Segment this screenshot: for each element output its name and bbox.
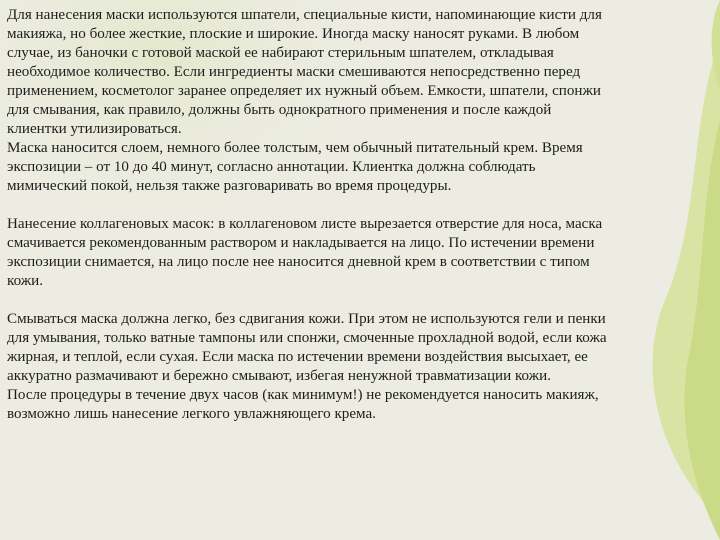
text-line: экспозиции – от 10 до 40 минут, согласно аннотации. Клиентка должна соблюдать [7,159,536,175]
paragraph-spacer [7,291,720,310]
text-line: необходимое количество. Если ингредиенты маски смешиваются непосредственно перед [7,64,581,80]
paragraph-mask-application [7,6,720,196]
paragraph-spacer [7,196,720,215]
text-line: После процедуры в течение двух часов (как минимум!) не рекомендуется наносить макияж, [7,387,599,403]
text-line: для умывания, только ватные тампоны или спонжи, смоченные прохладной водой, если кожа [7,330,607,346]
text-line: Для нанесения маски используются шпатели, специальные кисти, напоминающие кисти для [7,7,602,23]
text-line: макияжа, но более жесткие, плоские и широкие. Иногда маску наносят руками. В любом [7,26,580,42]
document-body [7,6,720,540]
text-line: клиентки утилизироваться. [7,121,182,137]
text-line: Смываться маска должна легко, без сдвигания кожи. При этом не используются гели и пенки [7,311,606,327]
text-line: возможно лишь нанесение легкого увлажняющего крема. [7,406,376,422]
text-line: аккуратно размачивают и бережно смывают, избегая ненужной травматизации кожи. [7,368,551,384]
text-line: кожи. [7,273,44,289]
paragraph-mask-removal [7,310,720,424]
text-line: для смывания, как правило, должны быть однократного применения и после каждой [7,102,552,118]
text-line: применением, косметолог заранее определяет их нужный объем. Емкости, шпатели, спонжи [7,83,601,99]
text-line: смачивается рекомендованным раствором и накладывается на лицо. По истечении времени [7,235,595,251]
text-line: экспозиции снимается, на лицо после нее наносится дневной крем в соответствии с типом [7,254,590,270]
paragraph-collagen-masks [7,215,720,291]
text-line: Маска наносится слоем, немного более толстым, чем обычный питательный крем. Время [7,140,583,156]
text-line: случае, из баночки с готовой маской ее набирают стерильным шпателем, откладывая [7,45,554,61]
text-line: мимический покой, нельзя также разговаривать во время процедуры. [7,178,452,194]
text-line: жирная, и теплой, если сухая. Если маска по истечении времени воздействия высыхает, ее [7,349,588,365]
text-line: Нанесение коллагеновых масок: в коллагеновом листе вырезается отверстие для носа, маска [7,216,603,232]
